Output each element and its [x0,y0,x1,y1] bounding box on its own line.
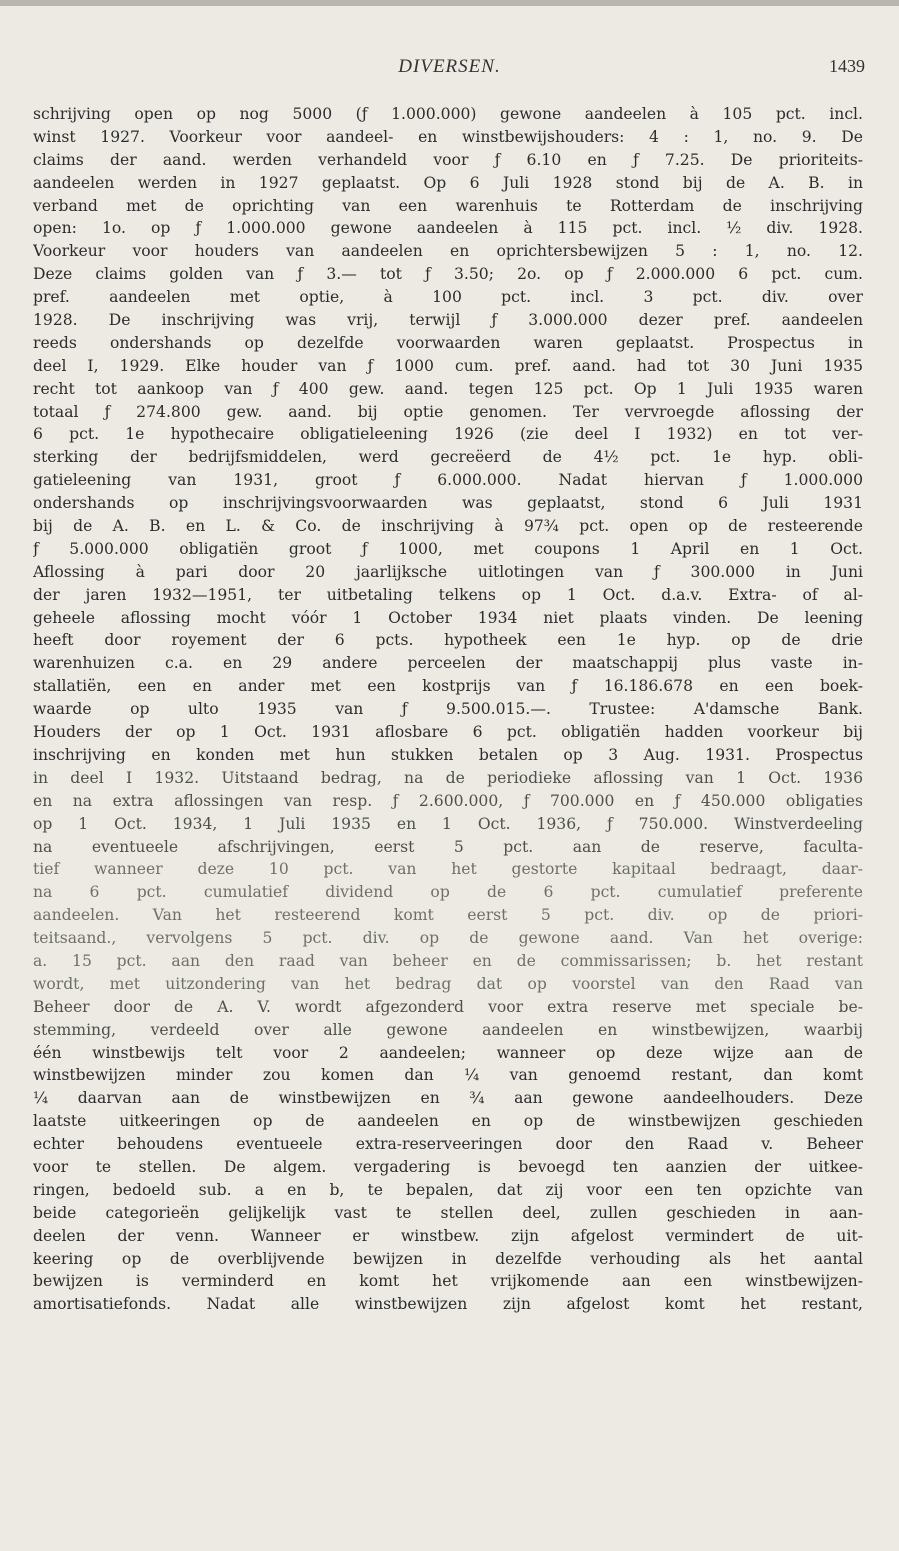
text-line: deel I, 1929. Elke houder van ƒ 1000 cum. pref. aand. had tot 30 Juni 1935 [33,356,863,375]
text-line: Houders der op 1 Oct. 1931 aflosbare 6 pct. obligatiën hadden voorkeur bij [33,723,863,742]
text-line: warenhuizen c.a. en 29 andere perceelen der maatschappij plus vaste in- [33,654,863,673]
text-line: verband met de oprichting van een warenhuis te Rotterdam de inschrijving [33,196,863,215]
text-line: in deel I 1932. Uitstaand bedrag, na de periodieke aflossing van 1 Oct. 1936 [33,768,863,787]
text-line: aandeelen werden in 1927 geplaatst. Op 6 Juli 1928 stond bij de A. B. in [33,173,863,192]
text-line: stemming, verdeeld over alle gewone aandeelen en winstbewijzen, waarbij [33,1020,863,1039]
text-line: pref. aandeelen met optie, à 100 pct. incl. 3 pct. div. over [33,288,863,307]
text-line: Beheer door de A. V. wordt afgezonderd voor extra reserve met speciale be- [33,997,863,1016]
text-line: tief wanneer deze 10 pct. van het gestorte kapitaal bedraagt, daar- [33,860,863,879]
text-line: deelen der venn. Wanneer er winstbew. zijn afgelost vermindert de uit- [33,1226,863,1245]
text-line: 6 pct. 1e hypothecaire obligatieleening 1926 (zie deel I 1932) en tot ver- [33,425,863,444]
text-line: Deze claims golden van ƒ 3.— tot ƒ 3.50; 2o. op ƒ 2.000.000 6 pct. cum. [33,265,863,284]
text-line: ondershands op inschrijvingsvoorwaarden was geplaatst, stond 6 Juli 1931 [33,494,863,513]
text-line: aandeelen. Van het resteerend komt eerst 5 pct. div. op de priori- [33,906,863,925]
text-line: schrijving open op nog 5000 (ƒ 1.000.000) gewone aandeelen à 105 pct. incl. [33,105,863,123]
text-line: waarde op ulto 1935 van ƒ 9.500.015.—. Trustee: A'damsche Bank. [33,700,863,719]
text-line: inschrijving en konden met hun stukken betalen op 3 Aug. 1931. Prospectus [33,745,863,764]
text-line: gatieleening van 1931, groot ƒ 6.000.000. Nadat hiervan ƒ 1.000.000 [33,471,863,490]
text-line: laatste uitkeeringen op de aandeelen en op de winstbewijzen geschieden [33,1112,863,1131]
text-line: stallatiën, een en ander met een kostprijs van ƒ 16.186.678 en een boek- [33,677,863,696]
text-line: ringen, bedoeld sub. a en b, te bepalen, dat zij voor een ten opzichte van [33,1180,863,1199]
text-line: open: 1o. op ƒ 1.000.000 gewone aandeelen à 115 pct. incl. ½ div. 1928. [33,219,863,238]
running-header [30,56,869,86]
text-line: bewijzen is verminderd en komt het vrijkomende aan een winstbewijzen- [33,1272,863,1291]
text-line: totaal ƒ 274.800 gew. aand. bij optie genomen. Ter vervroegde aflossing der [33,402,863,421]
text-line: na 6 pct. cumulatief dividend op de 6 pct. cumulatief preferente [33,883,863,902]
text-line: en na extra aflossingen van resp. ƒ 2.600.000, ƒ 700.000 en ƒ 450.000 obligaties [33,791,863,810]
text-line: reeds ondershands op dezelfde voorwaarden waren geplaatst. Prospectus in [33,333,863,352]
text-line: heeft door royement der 6 pcts. hypotheek een 1e hyp. op de drie [33,631,863,650]
text-line: bij de A. B. en L. & Co. de inschrijving à 97¾ pct. open op de resteerende [33,517,863,536]
text-line: ƒ 5.000.000 obligatiën groot ƒ 1000, met coupons 1 April en 1 Oct. [33,539,863,558]
text-line: op 1 Oct. 1934, 1 Juli 1935 en 1 Oct. 1936, ƒ 750.000. Winstverdeeling [33,814,863,833]
text-line: amortisatiefonds. Nadat alle winstbewijzen zijn afgelost komt het restant, [33,1295,863,1314]
text-line: Aflossing à pari door 20 jaarlijksche uitlotingen van ƒ 300.000 in Juni [33,562,863,581]
text-line: voor te stellen. De algem. vergadering is bevoegd ten aanzien der uitkee- [33,1157,863,1176]
text-line: na eventueele afschrijvingen, eerst 5 pct. aan de reserve, faculta- [33,837,863,856]
text-line: winstbewijzen minder zou komen dan ¼ van genoemd restant, dan komt [33,1066,863,1085]
text-line: recht tot aankoop van ƒ 400 gew. aand. tegen 125 pct. Op 1 Juli 1935 waren [33,379,863,398]
text-line: winst 1927. Voorkeur voor aandeel- en winstbewijshouders: 4 : 1, no. 9. De [33,127,863,146]
text-line: wordt, met uitzondering van het bedrag dat op voorstel van den Raad van [33,974,863,993]
text-line: keering op de overblijvende bewijzen in dezelfde verhouding als het aantal [33,1249,863,1268]
text-line: a. 15 pct. aan den raad van beheer en de commissarissen; b. het restant [33,951,863,970]
text-line: beide categorieën gelijkelijk vast te stellen deel, zullen geschieden in aan- [33,1203,863,1222]
text-line: één winstbewijs telt voor 2 aandeelen; wanneer op deze wijze aan de [33,1043,863,1062]
body-text [33,103,863,1316]
running-title: DIVERSEN. [398,56,501,77]
page-number: 1439 [829,56,865,76]
top-border [0,0,899,6]
text-line: geheele aflossing mocht vóór 1 October 1934 niet plaats vinden. De leening [33,608,863,627]
text-line: 1928. De inschrijving was vrij, terwijl ƒ 3.000.000 dezer pref. aandeelen [33,311,863,330]
text-line: claims der aand. werden verhandeld voor ƒ 6.10 en ƒ 7.25. De prioriteits- [33,150,863,169]
text-line: sterking der bedrijfsmiddelen, werd gecreëerd de 4½ pct. 1e hyp. obli- [33,448,863,467]
text-line: ¼ daarvan aan de winstbewijzen en ¾ aan gewone aandeelhouders. Deze [33,1089,863,1108]
text-line: teitsaand., vervolgens 5 pct. div. op de gewone aand. Van het overige: [33,929,863,948]
text-line: echter behoudens eventueele extra-reserveeringen door den Raad v. Beheer [33,1135,863,1154]
text-line: Voorkeur voor houders van aandeelen en oprichtersbewijzen 5 : 1, no. 12. [33,242,863,261]
text-line: der jaren 1932—1951, ter uitbetaling telkens op 1 Oct. d.a.v. Extra- of al- [33,585,863,604]
